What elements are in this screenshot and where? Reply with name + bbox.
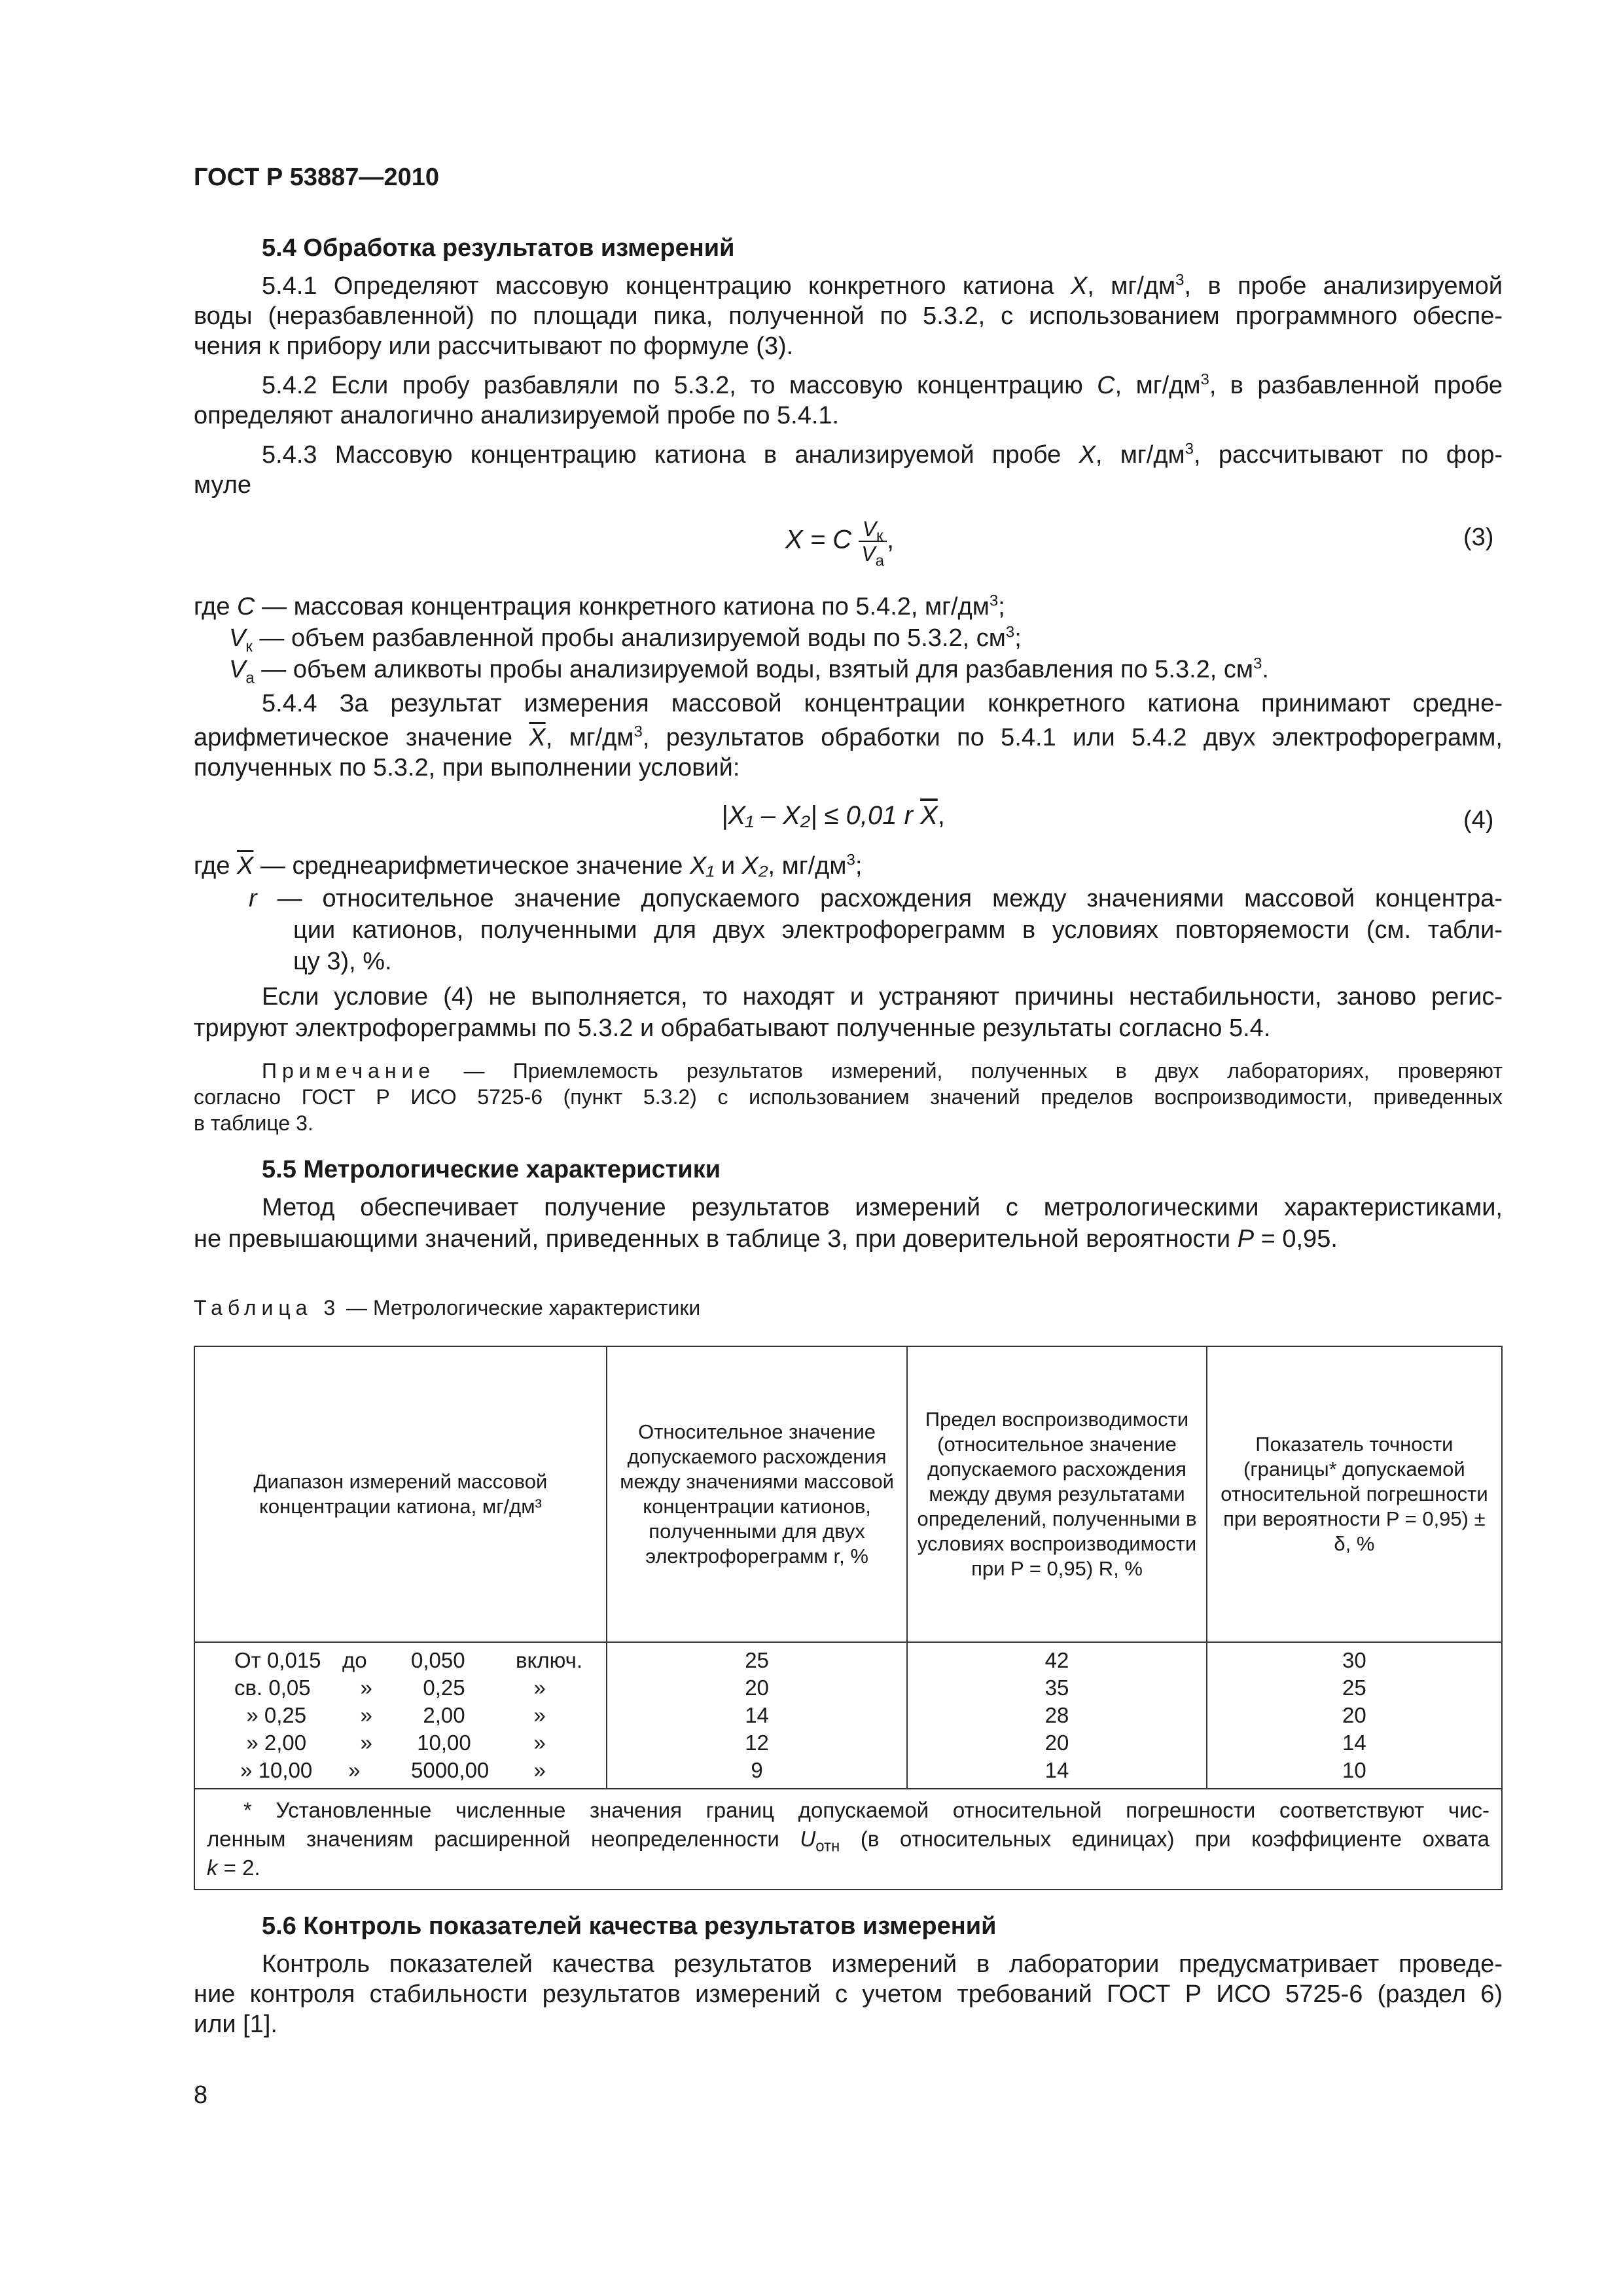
formula-4-number: (4) — [1463, 806, 1494, 834]
condition-line2: трируют электрофореграммы по 5.3.2 и обрабатывают полученные результаты согласно 5.4. — [194, 1014, 1271, 1042]
section-5-5-line2: не превышающими значений, приведенных в таблице 3, при доверительной вероятности P = 0,95. — [194, 1225, 1338, 1253]
where-r-line2: ции катионов, полученными для двух электрофореграмм в условиях повторяемости (см. табли- — [293, 916, 1503, 944]
header-R: Предел воспроизводимости (относительное значение допускаемого расхождения между двумя результатами определений, полученными в условиях воспроизводимости при P = 0,95) R, % — [907, 1346, 1206, 1642]
section-5-6-line2: ние контроля стабильности результатов измерений с учетом требований ГОСТ Р ИСО 5725-6 (раздел 6) — [194, 1981, 1503, 2008]
section-5-6-line3: или [1]. — [194, 2011, 277, 2038]
para-5-4-4-line2: арифметическое значение $\overline{X}$, $мг/дм^3$, результатов обработки по 5.4.1 или 5.4.2 двух электрофореграмм, — [194, 723, 1503, 751]
para-5-4-1-line2: воды (неразбавленной) по площади пика, полученной по 5.3.2, с использованием программного обеспе- — [194, 302, 1503, 330]
r-values-cell: 25 20 14 12 9 — [607, 1642, 907, 1789]
range-row: » 0,25 » 2,00 » — [234, 1703, 546, 1727]
formula-3-fraction: $\frac{V_к}{V_а}$ — [859, 517, 887, 565]
range-row: » 10,00 » 5000,00 » — [234, 1758, 546, 1782]
ranges-cell — [194, 1642, 607, 1789]
table-3-body-row — [194, 1642, 1502, 1789]
R-values-cell: 42 35 28 20 14 — [907, 1642, 1206, 1789]
para-5-4-3-line2: муле — [194, 471, 252, 499]
section-5-5-line1: Метод обеспечивает получение результатов измерений с метрологическими характеристиками, — [262, 1194, 1503, 1221]
formula-3: X = C $\frac{V_к}{V_а}$ , — [785, 517, 895, 570]
note-line1: Примечание — Приемлемость результатов измерений, полученных в двух лабораториях, проверяют — [262, 1059, 1503, 1083]
table-3-footnote: * Установленные численные значения границ допускаемой относительной погрешности соответствуют чис- ленным значениям расширенной неопределенности $U_{отн}$ (в относительных единицах) при коэффициенте охвата k = 2. — [194, 1789, 1502, 1890]
range-row: От 0,015 до 0,050 включ. — [234, 1648, 582, 1672]
standard-designation: ГОСТ Р 53887—2010 — [194, 164, 439, 191]
para-5-4-3-line1: 5.4.3 Массовую концентрацию катиона в анализируемой пробе X, $мг/дм^3$, рассчитывают по фор- — [262, 440, 1503, 469]
header-r: Относительное значение допускаемого расхождения между значениями массовой концентрации катионов, полученными для двух электрофореграмм r, % — [607, 1346, 907, 1642]
note-line2: согласно ГОСТ Р ИСО 5725-6 (пункт 5.3.2) с использованием значений пределов воспроизводимости, приведенных — [194, 1085, 1503, 1109]
where-va: $V_а$ — объем аликвоты пробы анализируемой воды, взятый для разбавления по 5.3.2, $см^3$. — [229, 655, 1269, 687]
table-3 — [194, 1346, 1503, 1890]
para-5-4-1-line3: чения к прибору или рассчитывают по формуле (3). — [194, 332, 794, 360]
para-5-4-4-line3: полученных по 5.3.2, при выполнении условий: — [194, 754, 740, 781]
where-c: где C — массовая концентрация конкретного катиона по 5.4.2, $мг/дм^3$; — [194, 592, 1005, 620]
para-5-4-2-line2: определяют аналогично анализируемой пробе по 5.4.1. — [194, 402, 840, 429]
where-r-line3: цу 3), %. — [293, 948, 392, 975]
where-r-line1: r — относительное значение допускаемого расхождения между значениями массовой концентра- — [249, 885, 1503, 912]
header-range: Диапазон измерений массовой концентрации катиона, мг/дм³ — [194, 1346, 607, 1642]
section-5-4-title: 5.4 Обработка результатов измерений — [262, 234, 735, 262]
note-line3: в таблице 3. — [194, 1111, 313, 1135]
where-xmean: где $\overline{X}$ — среднеарифметическое значение X₁ и X₂, $мг/дм^3$; — [194, 851, 863, 880]
where-vk: $V_к$ — объем разбавленной пробы анализируемой воды по 5.3.2, $см^3$; — [229, 623, 1022, 656]
formula-3-number: (3) — [1463, 524, 1494, 551]
range-row: » 2,00 » 10,00 » — [234, 1731, 546, 1755]
section-5-5-title: 5.5 Метрологические характеристики — [262, 1156, 721, 1183]
section-5-6-line1: Контроль показателей качества результатов измерений в лаборатории предусматривает проведе- — [262, 1950, 1503, 1978]
formula-4: |X₁ – X₂| ≤ 0,01 r $\overline{X}$, — [721, 801, 945, 830]
table-3-footnote-row — [194, 1789, 1502, 1890]
range-row: св. 0,05 » 0,25 » — [234, 1676, 546, 1700]
section-5-6-title: 5.6 Контроль показателей качества результатов измерений — [262, 1912, 997, 1940]
para-5-4-2-line1: 5.4.2 Если пробу разбавляли по 5.3.2, то массовую концентрацию C, $мг/дм^3$, в разбавленной пробе — [262, 370, 1503, 399]
header-delta: Показатель точности (границы* допускаемой относительной погрешности при вероятности P = 0,95) ± δ, % — [1207, 1346, 1502, 1642]
condition-line1: Если условие (4) не выполняется, то находят и устраняют причины нестабильности, заново регис- — [262, 983, 1503, 1011]
para-5-4-4-line1: 5.4.4 За результат измерения массовой концентрации конкретного катиона принимают средне- — [262, 690, 1503, 717]
table-3-header-row — [194, 1346, 1502, 1642]
table-3-caption: Таблица 3 — Метрологические характеристики — [194, 1296, 701, 1319]
para-5-4-1-line1: 5.4.1 Определяют массовую концентрацию конкретного катиона X, $мг/дм^3$, в пробе анализируемой — [262, 271, 1503, 300]
page-number: 8 — [194, 2081, 208, 2109]
delta-values-cell: 30 25 20 14 10 — [1207, 1642, 1502, 1789]
